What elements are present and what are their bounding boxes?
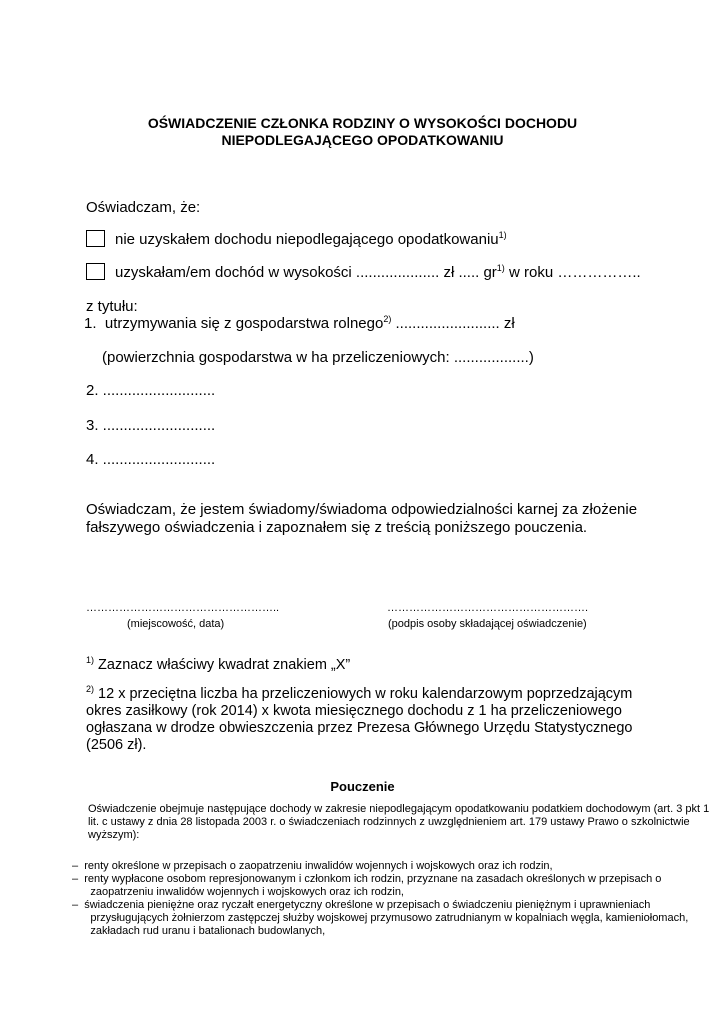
signature-line: ………………………………………………. bbox=[387, 602, 589, 614]
pouczenie-title: Pouczenie bbox=[330, 779, 395, 794]
source-heading: z tytułu: bbox=[86, 298, 138, 315]
signature-label: (podpis osoby składającej oświadczenie) bbox=[388, 618, 587, 630]
source-item-4: 4. ........................... bbox=[86, 451, 216, 468]
option-no-income-label: nie uzyskałem dochodu niepodlegającego opodatkowaniu$^{1)}$ bbox=[115, 230, 507, 248]
footnote-2-line3: ogłaszana w drodze obwieszczenia przez Prezesa Głównego Urzędu Statystycznego bbox=[86, 720, 633, 736]
declaration-line1: Oświadczam, że jestem świadomy/świadoma odpowiedzialności karnej za złożenie bbox=[86, 501, 638, 518]
farm-area-note: (powierzchnia gospodarstwa w ha przeliczeniowych: ..................) bbox=[102, 349, 534, 366]
list-item: – renty określone w przepisach o zaopatrzeniu inwalidów wojennych i wojskowych oraz ich rodzin, bbox=[72, 860, 553, 872]
source-item-1: 1. utrzymywania się z gospodarstwa rolnego$^{2)}$ ......................... zł bbox=[84, 314, 515, 332]
list-item: przysługujących żołnierzom zastępczej służby wojskowej przymusowo zatrudnianym w kopalniach węgla, kamieniołomach, bbox=[72, 912, 689, 924]
declaration-line2: fałszywego oświadczenia i zapoznałem się z treścią poniższego pouczenia. bbox=[86, 519, 588, 536]
pouczenie-intro-line2: lit. c ustawy z dnia 28 listopada 2003 r. o świadczeniach rodzinnych z uwzględnieniem art. 179 ustawy Prawo o szkolnictwie bbox=[88, 816, 690, 828]
list-item: zaopatrzeniu inwalidów wojennych i wojskowych oraz ich rodzin, bbox=[72, 886, 404, 898]
checkbox-income[interactable] bbox=[86, 263, 105, 280]
intro-text: Oświadczam, że: bbox=[86, 199, 201, 216]
place-date-line: …………………………………………….. bbox=[86, 602, 280, 614]
source-item-2: 2. ........................... bbox=[86, 382, 216, 399]
pouczenie-intro-line3: wyższym): bbox=[88, 829, 140, 841]
document-title-line2: NIEPODLEGAJĄCEGO OPODATKOWANIU bbox=[221, 132, 504, 148]
pouczenie-intro-line1: Oświadczenie obejmuje następujące dochody w zakresie niepodlegającym opodatkowaniu podatkiem dochodowym (art. 3 pkt 1 bbox=[88, 803, 710, 815]
footnote-1: $^{1)}$ Zaznacz właściwy kwadrat znakiem „X” bbox=[86, 655, 351, 673]
document-title-line1: OŚWIADCZENIE CZŁONKA RODZINY O WYSOKOŚCI DOCHODU bbox=[147, 115, 578, 131]
list-item: – renty wypłacone osobom represjonowanym i członkom ich rodzin, przyznane na zasadach określonych w przepisach o bbox=[72, 873, 662, 885]
place-date-label: (miejscowość, data) bbox=[127, 618, 225, 630]
source-item-3: 3. ........................... bbox=[86, 417, 216, 434]
option-income-label: uzyskałam/em dochód w wysokości .................... zł ..... $gr^{1)}$ w roku …………….. bbox=[115, 263, 641, 281]
footnote-2-line4: (2506 zł). bbox=[86, 737, 147, 753]
checkbox-no-income[interactable] bbox=[86, 230, 105, 247]
list-item: – świadczenia pieniężne oraz ryczałt energetyczny określone w przepisach o świadczeniu pieniężnym i uprawnieniach bbox=[72, 899, 651, 911]
list-item: zakładach rud uranu i batalionach budowlanych, bbox=[72, 925, 326, 937]
footnote-2-line1: $^{2)}$ 12 x przeciętna liczba ha przeliczeniowych w roku kalendarzowym poprzedzającym bbox=[86, 684, 633, 702]
footnote-2-line2: okres zasiłkowy (rok 2014) x kwota miesięcznego dochodu z 1 ha przeliczeniowego bbox=[86, 703, 622, 719]
